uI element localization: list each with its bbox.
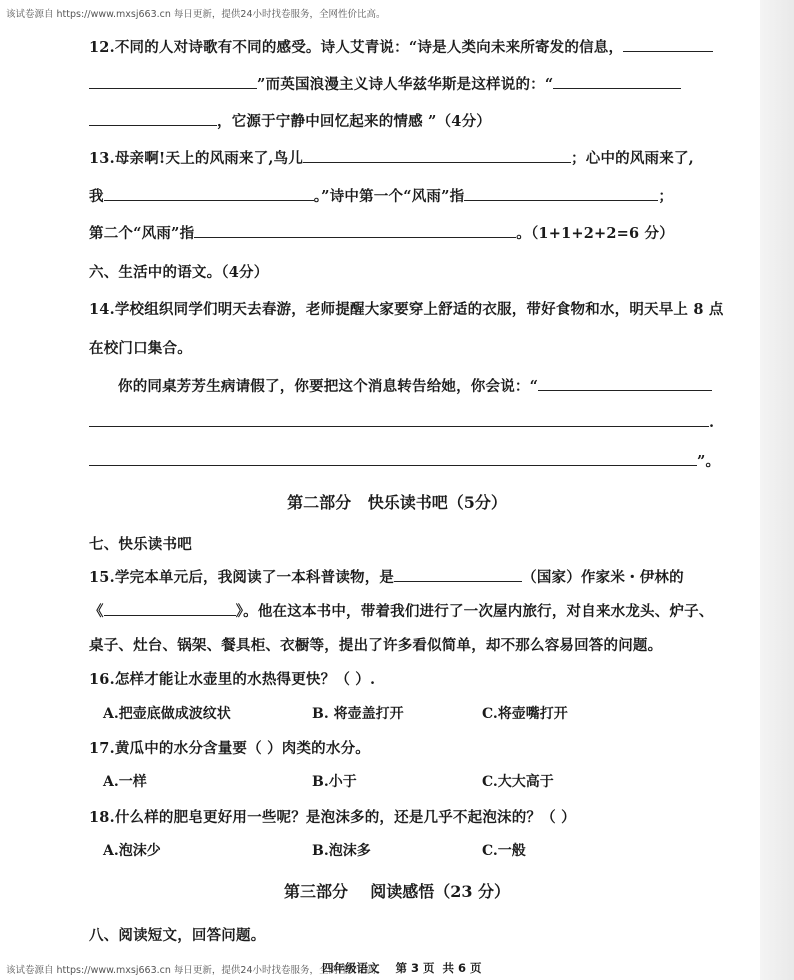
q14-line5 [89, 450, 720, 471]
section-7-title: 七、快乐读书吧 [89, 536, 192, 553]
q13-text-2a: 我 [89, 188, 104, 205]
q17-stem: 17.黄瓜中的水分含量要（ ）肉类的水分。 [89, 740, 370, 757]
q15-line2 [89, 600, 714, 621]
q15-text-1a: 15.学完本单元后，我阅读了一本科普读物，是 [89, 569, 395, 586]
q12-blank-2[interactable] [89, 75, 257, 89]
q15-text-2a: 《 [89, 603, 104, 620]
q18-option-c[interactable]: C.一般 [482, 843, 526, 859]
q18-stem: 18.什么样的肥皂更好用一些呢？是泡沫多的，还是几乎不起泡沫的？（ ） [89, 809, 576, 826]
q17-option-a[interactable]: A.一样 [103, 774, 147, 790]
q12-line1 [89, 36, 713, 57]
part3-title: 第三部分 阅读感悟（23 分） [283, 882, 511, 901]
q13-text-3a: 第二个“风雨”指 [89, 225, 195, 242]
q12-blank-1[interactable] [623, 38, 713, 52]
q13-blank-3[interactable] [464, 187, 658, 201]
q14-line1: 14.学校组织同学们明天去春游，老师提醒大家要穿上舒适的衣服，带好食物和水，明天早上 8 点 [89, 301, 724, 318]
q17-option-b[interactable]: B.小于 [312, 774, 357, 790]
q13-blank-1[interactable] [303, 149, 571, 163]
q14-text-3: 你的同桌芳芳生病请假了，你要把这个消息转告给她，你会说：“ [118, 378, 539, 395]
q15-blank-2[interactable] [104, 602, 236, 616]
header-watermark: 该试卷源自 https://www.mxsj663.cn 每日更新，提供24小时找卷服务，全网性价比高。 [6, 9, 386, 20]
q15-blank-1[interactable] [394, 568, 522, 582]
q13-text-2b: 。”诗中第一个“风雨”指 [313, 188, 465, 205]
q14-line3 [118, 375, 712, 396]
q15-line1 [89, 566, 684, 587]
q12-text-2: ”而英国浪漫主义诗人华兹华斯是这样说的：“ [257, 76, 554, 93]
q13-line2 [89, 185, 673, 206]
q13-line1 [89, 147, 694, 168]
q12-text-3: ，它源于宁静中回忆起来的情感 ”（4分） [217, 113, 491, 130]
q13-text-3b: 。（1+1+2+2=6 分） [516, 225, 674, 242]
q18-option-b[interactable]: B.泡沫多 [312, 843, 371, 859]
q12-blank-4[interactable] [89, 112, 217, 126]
footer-watermark: 该试卷源自 https://www.mxsj663.cn 每日更新，提供24小时找卷服务，全网性价比高。 [6, 965, 386, 976]
q14-line2: 在校门口集合。 [89, 340, 192, 357]
q13-text-1a: 13.母亲啊!天上的风雨来了,鸟儿 [89, 150, 304, 167]
q16-option-a[interactable]: A.把壶底做成波纹状 [103, 706, 231, 722]
q12-blank-3[interactable] [553, 75, 681, 89]
q12-line3 [89, 110, 491, 131]
section-6-title: 六、生活中的语文。（4分） [89, 264, 269, 281]
part2-title: 第二部分 快乐读书吧（5分） [287, 493, 507, 512]
q13-blank-4[interactable] [194, 224, 516, 238]
q14-line4 [89, 413, 714, 431]
q13-blank-2[interactable] [104, 187, 314, 201]
q18-option-a[interactable]: A.泡沫少 [103, 843, 161, 859]
q17-option-c[interactable]: C.大大高于 [482, 774, 554, 790]
q12-line2 [89, 73, 681, 94]
q13-text-2c: ； [658, 188, 674, 205]
q16-option-b[interactable]: B. 将壶盖打开 [312, 706, 404, 722]
q14-end-5: ”。 [697, 453, 721, 470]
section-8-title: 八、阅读短文，回答问题。 [89, 927, 266, 944]
q14-end-4: . [709, 414, 715, 431]
q15-line3: 桌子、灶台、锅架、餐具柜、衣橱等，提出了许多看似简单，却不那么容易回答的问题。 [89, 637, 663, 654]
page-footer: 四年级语文 第 3 页 共 6 页 [322, 961, 482, 975]
q16-stem: 16.怎样才能让水壶里的水热得更快？（ ）. [89, 671, 376, 688]
q13-line3 [89, 222, 674, 243]
q15-text-2b: 》。他在这本书中，带着我们进行了一次屋内旅行，对自来水龙头、炉子、 [235, 603, 714, 620]
q14-blank-3[interactable] [89, 452, 697, 466]
q16-option-c[interactable]: C.将壶嘴打开 [482, 706, 568, 722]
q13-text-1b: ；心中的风雨来了, [571, 150, 694, 167]
q14-blank-1[interactable] [538, 377, 712, 391]
q12-text-1: 12.不同的人对诗歌有不同的感受。诗人艾青说：“诗是人类向未来所寄发的信息， [89, 39, 624, 56]
q15-text-1b: （国家）作家米・伊林的 [522, 569, 684, 586]
q14-blank-2[interactable] [89, 413, 709, 427]
